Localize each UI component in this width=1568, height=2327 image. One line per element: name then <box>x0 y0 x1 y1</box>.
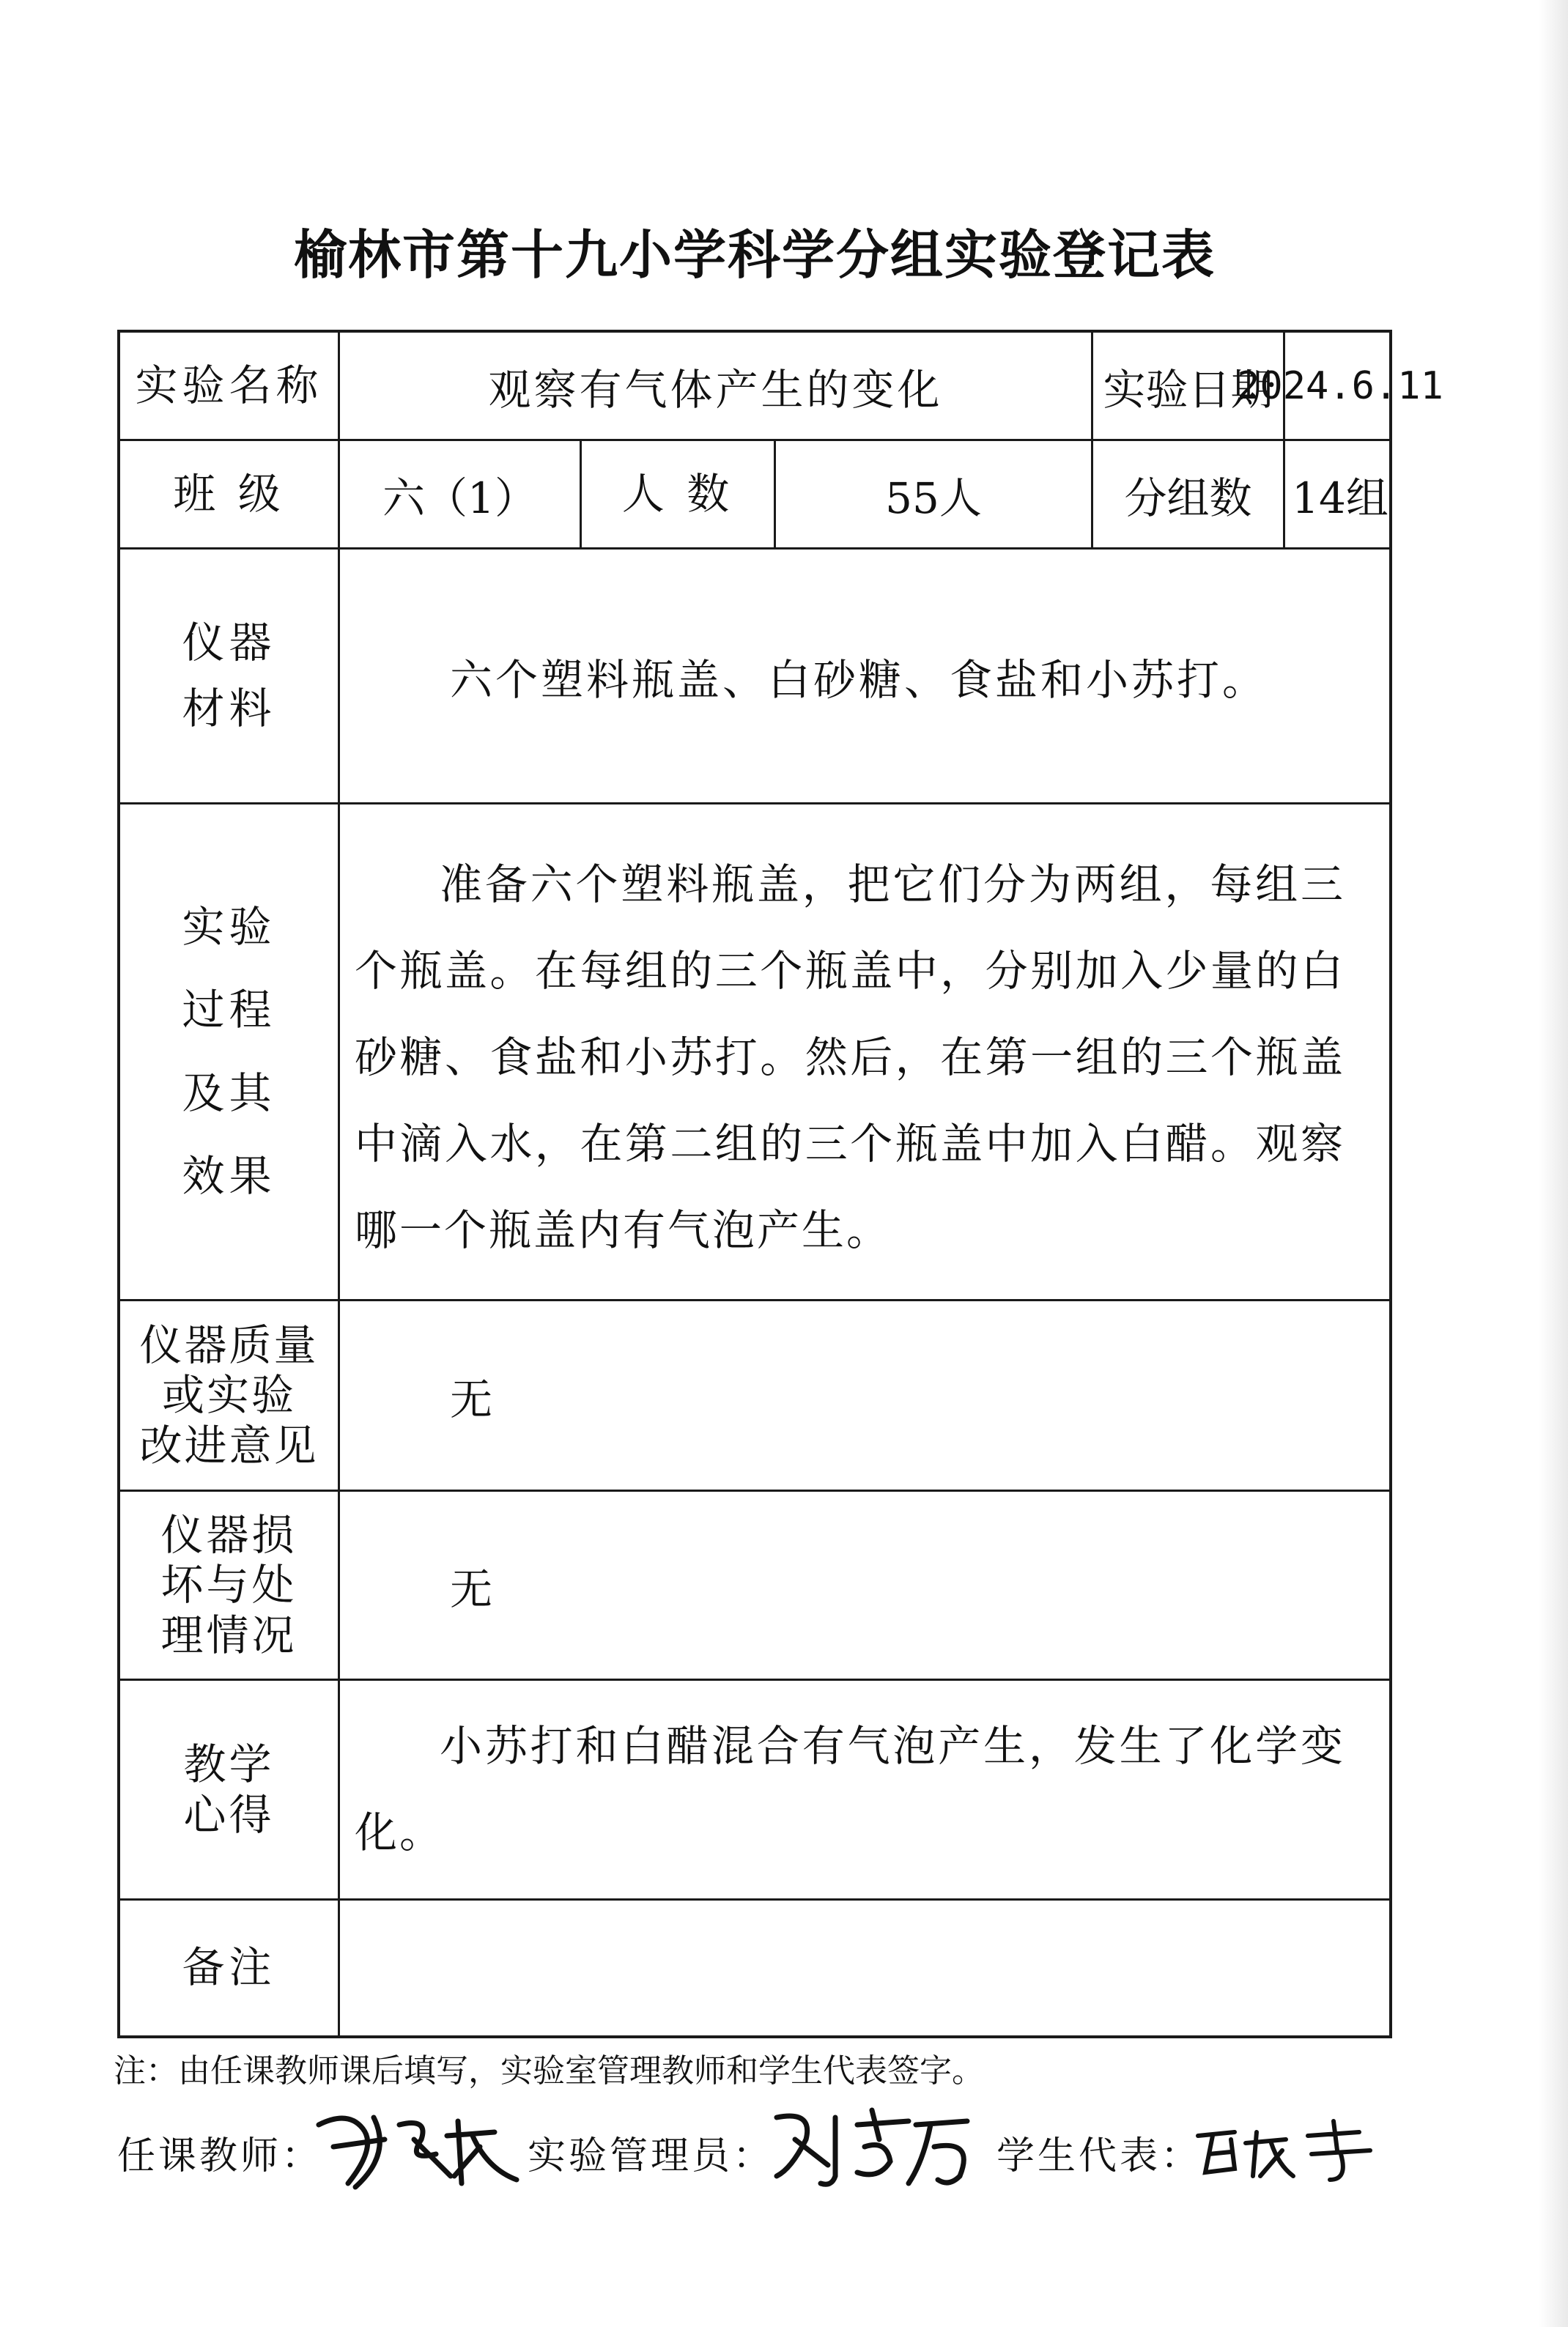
people-value: 55人 <box>776 441 1093 547</box>
quality-label: 仪器质量 或实验 改进意见 <box>120 1301 340 1490</box>
lab-manager-label: 实验管理员： <box>528 2134 774 2178</box>
experiment-date-label: 实验日期 <box>1093 333 1285 439</box>
quality-value: 无 <box>450 1374 493 1424</box>
reflection-value-cell <box>340 1681 1389 1898</box>
quality-value-cell <box>340 1301 1389 1490</box>
row-experiment-name <box>120 333 1443 441</box>
row-quality <box>120 1301 1389 1492</box>
row-damage <box>120 1492 1389 1681</box>
lab-manager-signature <box>762 2095 1011 2198</box>
experiment-date-value: 2024.6.11 <box>1237 363 1443 408</box>
experiment-name-value: 观察有气体产生的变化 <box>340 333 1093 439</box>
experiment-name-label: 实验名称 <box>120 333 340 439</box>
form-title: 榆林市第十九小学科学分组实验登记表 <box>293 224 1216 286</box>
page-edge-shadow <box>1539 0 1568 2327</box>
row-reflection <box>120 1681 1389 1901</box>
row-class-info <box>120 441 1389 550</box>
groups-value: 14组 <box>1292 473 1388 523</box>
process-label: 实验 过程 及其 效果 <box>120 804 340 1299</box>
registration-table <box>117 330 1443 2038</box>
damage-value: 无 <box>450 1564 493 1614</box>
process-value-cell <box>340 804 1389 1299</box>
materials-value-cell <box>340 550 1389 802</box>
class-value: 六（1） <box>340 441 582 547</box>
groups-label: 分组数 <box>1093 441 1285 547</box>
reflection-value: 小苏打和白醋混合有气泡产生，发生了化学变化。 <box>355 1721 1345 1857</box>
materials-label: 仪器 材料 <box>120 550 340 802</box>
teacher-signature <box>304 2095 553 2198</box>
student-rep-signature <box>1191 2114 1396 2187</box>
remarks-value <box>340 1901 1389 2035</box>
class-label: 班 级 <box>120 441 340 547</box>
process-value: 准备六个塑料瓶盖，把它们分为两组，每组三个瓶盖。在每组的三个瓶盖中，分别加入少量的白砂糖、食盐和小苏打。然后，在第一组的三个瓶盖中滴入水，在第二组的三个瓶盖中加入白醋。观察哪一个瓶盖内有气泡产生。 <box>355 859 1345 1255</box>
remarks-label: 备注 <box>120 1901 340 2035</box>
reflection-label: 教学 心得 <box>120 1681 340 1898</box>
damage-label: 仪器损 坏与处 理情况 <box>120 1492 340 1679</box>
footer-note: 注：由任课教师课后填写，实验室管理教师和学生代表签字。 <box>114 2052 984 2090</box>
signature-line <box>117 2095 1436 2198</box>
row-materials <box>120 550 1389 804</box>
student-rep-label: 学生代表： <box>996 2134 1202 2178</box>
row-process <box>120 804 1389 1301</box>
teacher-label: 任课教师： <box>117 2134 323 2178</box>
remarks-value-cell <box>340 1901 1389 2035</box>
damage-value-cell <box>340 1492 1389 1679</box>
row-remarks <box>120 1901 1389 2035</box>
materials-value: 六个塑料瓶盖、白砂糖、食盐和小苏打。 <box>450 654 1268 705</box>
people-label: 人 数 <box>582 441 776 547</box>
